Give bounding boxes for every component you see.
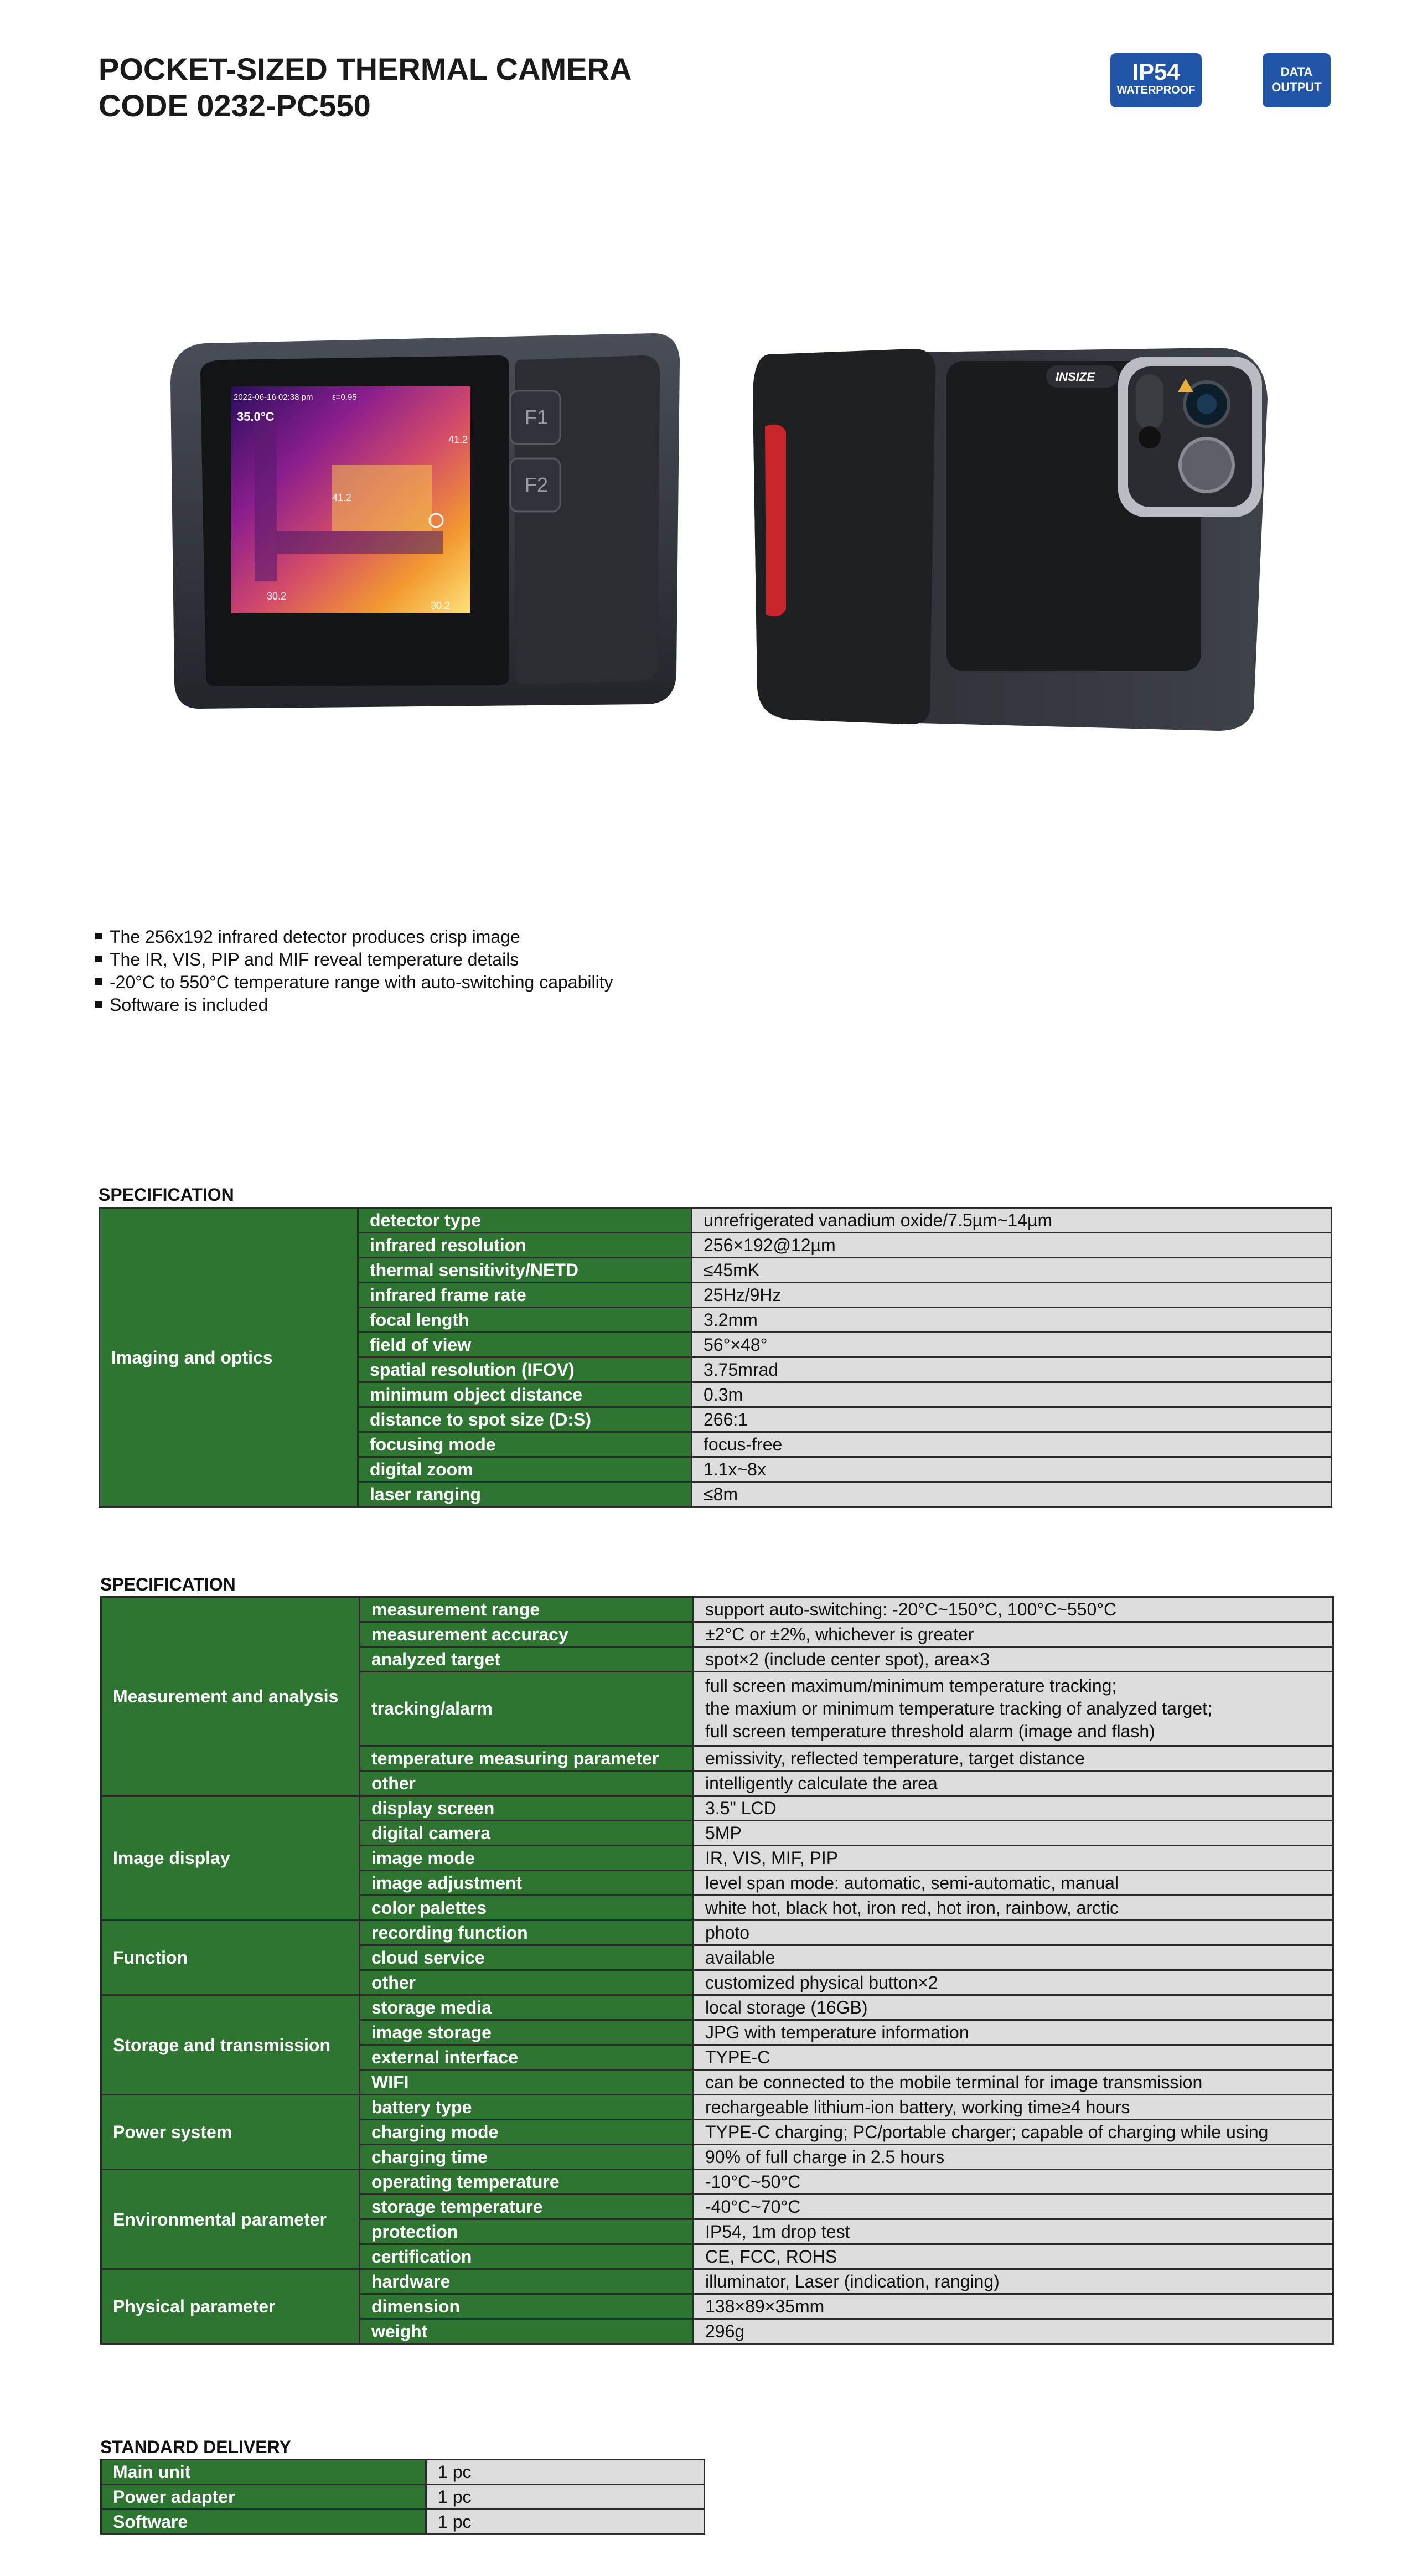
spec-parameter-name: digital zoom — [358, 1457, 692, 1482]
spec-parameter-name: battery type — [360, 2095, 694, 2120]
spec-parameter-value: TYPE-C — [694, 2045, 1333, 2070]
spec-parameter-value: CE, FCC, ROHS — [694, 2244, 1333, 2269]
infrared-lens — [1180, 438, 1233, 492]
spec-parameter-value: white hot, black hot, iron red, hot iron, rainbow, arctic — [694, 1896, 1333, 1921]
spec-parameter-name: detector type — [358, 1208, 692, 1233]
delivery-item-quantity: 1 pc — [426, 2510, 705, 2534]
delivery-item-name: Main unit — [101, 2460, 426, 2485]
spec-parameter-value: customized physical button×2 — [694, 1970, 1333, 1995]
waterproof-badge-label: WATERPROOF — [1116, 84, 1196, 96]
spec-parameter-name: image storage — [360, 2020, 694, 2045]
spec-parameter-name: other — [360, 1771, 694, 1796]
spec-parameter-value: full screen maximum/minimum temperature tracking; the maxium or minimum temperature tracking of analyzed target; full screen temperature threshold alarm (image and flash) — [694, 1672, 1333, 1746]
spec-parameter-value: focus-free — [692, 1432, 1332, 1457]
spec-parameter-name: minimum object distance — [358, 1382, 692, 1407]
spec-parameter-value: 138×89×35mm — [694, 2294, 1333, 2319]
delivery-item-quantity: 1 pc — [426, 2485, 705, 2510]
product-photos — [166, 321, 1295, 742]
delivery-item-name: Software — [101, 2510, 426, 2534]
spec-parameter-name: image adjustment — [360, 1871, 694, 1896]
spec-row — [101, 1597, 1333, 1622]
spec-parameter-name: analyzed target — [360, 1647, 694, 1672]
back-device-view — [753, 348, 1268, 731]
spec-row — [101, 2170, 1333, 2195]
delivery-row — [101, 2510, 705, 2534]
spec-parameter-name: storage media — [360, 1995, 694, 2020]
spec-parameter-value: 3.5" LCD — [694, 1796, 1333, 1821]
spec-parameter-value: 266:1 — [692, 1407, 1332, 1432]
f1-button-label: F1 — [525, 406, 549, 429]
spec2-title: SPECIFICATION — [100, 1574, 236, 1594]
spec-parameter-name: measurement accuracy — [360, 1622, 694, 1647]
delivery-item-name: Power adapter — [101, 2485, 426, 2510]
spec-parameter-name: hardware — [360, 2269, 694, 2294]
spec-parameter-name: focusing mode — [358, 1432, 692, 1457]
spec-parameter-value: IR, VIS, MIF, PIP — [694, 1846, 1333, 1871]
spec-parameter-name: dimension — [360, 2294, 694, 2319]
delivery-row — [101, 2460, 705, 2485]
spec-parameter-value: ≤8m — [692, 1482, 1332, 1507]
spec-parameter-name: laser ranging — [358, 1482, 692, 1507]
spec-category: Image display — [101, 1796, 360, 1921]
spec-row — [101, 1921, 1333, 1945]
spec-parameter-value: rechargeable lithium-ion battery, working time≥4 hours — [694, 2095, 1333, 2120]
spec-parameter-value: 90% of full charge in 2.5 hours — [694, 2145, 1333, 2170]
spec-parameter-name: charging time — [360, 2145, 694, 2170]
spec-category: Function — [101, 1921, 360, 1995]
spec-parameter-value: unrefrigerated vanadium oxide/7.5µm~14µm — [692, 1208, 1332, 1233]
spec-category: Power system — [101, 2095, 360, 2170]
spec-parameter-value: intelligently calculate the area — [694, 1771, 1333, 1796]
spec-parameter-value: 256×192@12µm — [692, 1233, 1332, 1258]
spec-parameter-name: distance to spot size (D:S) — [358, 1407, 692, 1432]
spec-parameter-name: temperature measuring parameter — [360, 1746, 694, 1771]
ip54-badge-label: IP54 — [1132, 59, 1180, 85]
spec-parameter-value: -40°C~70°C — [694, 2195, 1333, 2219]
spec-row — [101, 2095, 1333, 2120]
spec-parameter-value: local storage (16GB) — [694, 1995, 1333, 2020]
spec-parameter-name: WIFI — [360, 2070, 694, 2095]
spec-parameter-value: available — [694, 1945, 1333, 1970]
spec-parameter-name: external interface — [360, 2045, 694, 2070]
data-badge-line-1: DATA — [1280, 65, 1313, 79]
spec-parameter-value: JPG with temperature information — [694, 2020, 1333, 2045]
spec-row — [101, 1995, 1333, 2020]
brand-logo: INSIZE — [1056, 370, 1095, 384]
spec-parameter-value: 5MP — [694, 1821, 1333, 1846]
spec-category: Measurement and analysis — [101, 1597, 360, 1796]
screen-min-temp-right: 30.2 — [431, 600, 451, 611]
spec-parameter-name: image mode — [360, 1846, 694, 1871]
spec-parameter-name: cloud service — [360, 1945, 694, 1970]
front-device-view — [170, 333, 680, 709]
spec-parameter-value: 296g — [694, 2319, 1333, 2344]
spec-category: Imaging and optics — [100, 1208, 358, 1507]
spec-parameter-name: weight — [360, 2319, 694, 2344]
spec1-table — [99, 1207, 1332, 1508]
spec-parameter-name: operating temperature — [360, 2170, 694, 2195]
spec-parameter-value: 25Hz/9Hz — [692, 1283, 1332, 1308]
delivery-row — [101, 2485, 705, 2510]
f2-button-label: F2 — [525, 473, 549, 496]
data-output-badge — [1263, 53, 1331, 107]
ip54-waterproof-badge — [1110, 53, 1202, 107]
spec-category: Physical parameter — [101, 2269, 360, 2344]
spec-parameter-name: infrared frame rate — [358, 1283, 692, 1308]
red-grip-accent — [765, 425, 786, 617]
spec-parameter-name: thermal sensitivity/NETD — [358, 1258, 692, 1283]
spec-parameter-name: tracking/alarm — [360, 1672, 694, 1746]
spec-parameter-value: TYPE-C charging; PC/portable charger; capable of charging while using — [694, 2120, 1333, 2145]
spec-parameter-value: level span mode: automatic, semi-automatic, manual — [694, 1871, 1333, 1896]
spec-parameter-value: photo — [694, 1921, 1333, 1945]
page-title — [99, 51, 632, 124]
spec-parameter-name: spatial resolution (IFOV) — [358, 1357, 692, 1382]
feature-item: Software is included — [95, 994, 613, 1016]
spec-parameter-value: 3.2mm — [692, 1308, 1332, 1333]
spec-parameter-value: ≤45mK — [692, 1258, 1332, 1283]
spec-parameter-name: certification — [360, 2244, 694, 2269]
spec-parameter-name: field of view — [358, 1333, 692, 1357]
feature-item: -20°C to 550°C temperature range with auto-switching capability — [95, 971, 613, 994]
screen-min-temp-left: 30.2 — [267, 591, 287, 602]
spec-row — [101, 1796, 1333, 1821]
spec-parameter-name: infrared resolution — [358, 1233, 692, 1258]
spec-row — [100, 1208, 1332, 1233]
spec-parameter-value: emissivity, reflected temperature, target distance — [694, 1746, 1333, 1771]
screen-spot-temp: 41.2 — [332, 492, 352, 503]
spec-parameter-value: IP54, 1m drop test — [694, 2219, 1333, 2244]
spec-parameter-value: ±2°C or ±2%, whichever is greater — [694, 1622, 1333, 1647]
screen-max-temp: 41.2 — [448, 434, 468, 445]
spec-parameter-value: spot×2 (include center spot), area×3 — [694, 1647, 1333, 1672]
spec-parameter-name: storage temperature — [360, 2195, 694, 2219]
spec-parameter-value: -10°C~50°C — [694, 2170, 1333, 2195]
spec-category: Storage and transmission — [101, 1995, 360, 2095]
screen-center-temp: 35.0°C — [237, 410, 275, 424]
delivery-item-quantity: 1 pc — [426, 2460, 705, 2485]
spec-parameter-value: 56°×48° — [692, 1333, 1332, 1357]
spec-parameter-name: display screen — [360, 1796, 694, 1821]
spec-parameter-value: can be connected to the mobile terminal for image transmission — [694, 2070, 1333, 2095]
spec-parameter-name: other — [360, 1970, 694, 1995]
screen-emissivity: ε=0.95 — [332, 393, 357, 402]
feature-item: The 256x192 infrared detector produces crisp image — [95, 926, 613, 948]
spec-row — [101, 2269, 1333, 2294]
title-line-1: POCKET-SIZED THERMAL CAMERA — [99, 51, 632, 86]
screen-timestamp: 2022-06-16 02:38 pm — [234, 393, 313, 402]
spec-parameter-value: 0.3m — [692, 1382, 1332, 1407]
laser-window — [1139, 426, 1161, 448]
spec-parameter-name: recording function — [360, 1921, 694, 1945]
spec-category: Environmental parameter — [101, 2170, 360, 2269]
feature-list — [95, 926, 613, 1016]
spec-parameter-name: charging mode — [360, 2120, 694, 2145]
title-line-2: CODE 0232-PC550 — [99, 88, 371, 123]
illuminator — [1136, 374, 1163, 430]
data-badge-line-2: OUTPUT — [1271, 80, 1322, 94]
spec-parameter-value: 1.1x~8x — [692, 1457, 1332, 1482]
spec-parameter-name: color palettes — [360, 1896, 694, 1921]
spec-parameter-name: measurement range — [360, 1597, 694, 1622]
spec2-table — [100, 1596, 1334, 2345]
spec-parameter-name: digital camera — [360, 1821, 694, 1846]
spec-parameter-value: illuminator, Laser (indication, ranging) — [694, 2269, 1333, 2294]
delivery-table — [100, 2459, 705, 2535]
spec-parameter-value: 3.75mrad — [692, 1357, 1332, 1382]
spec-parameter-value: support auto-switching: -20°C~150°C, 100°C~550°C — [694, 1597, 1333, 1622]
spec-parameter-name: focal length — [358, 1308, 692, 1333]
feature-item: The IR, VIS, PIP and MIF reveal temperature details — [95, 948, 613, 971]
spec1-title: SPECIFICATION — [99, 1185, 234, 1205]
spec-parameter-name: protection — [360, 2219, 694, 2244]
delivery-title: STANDARD DELIVERY — [100, 2437, 291, 2457]
